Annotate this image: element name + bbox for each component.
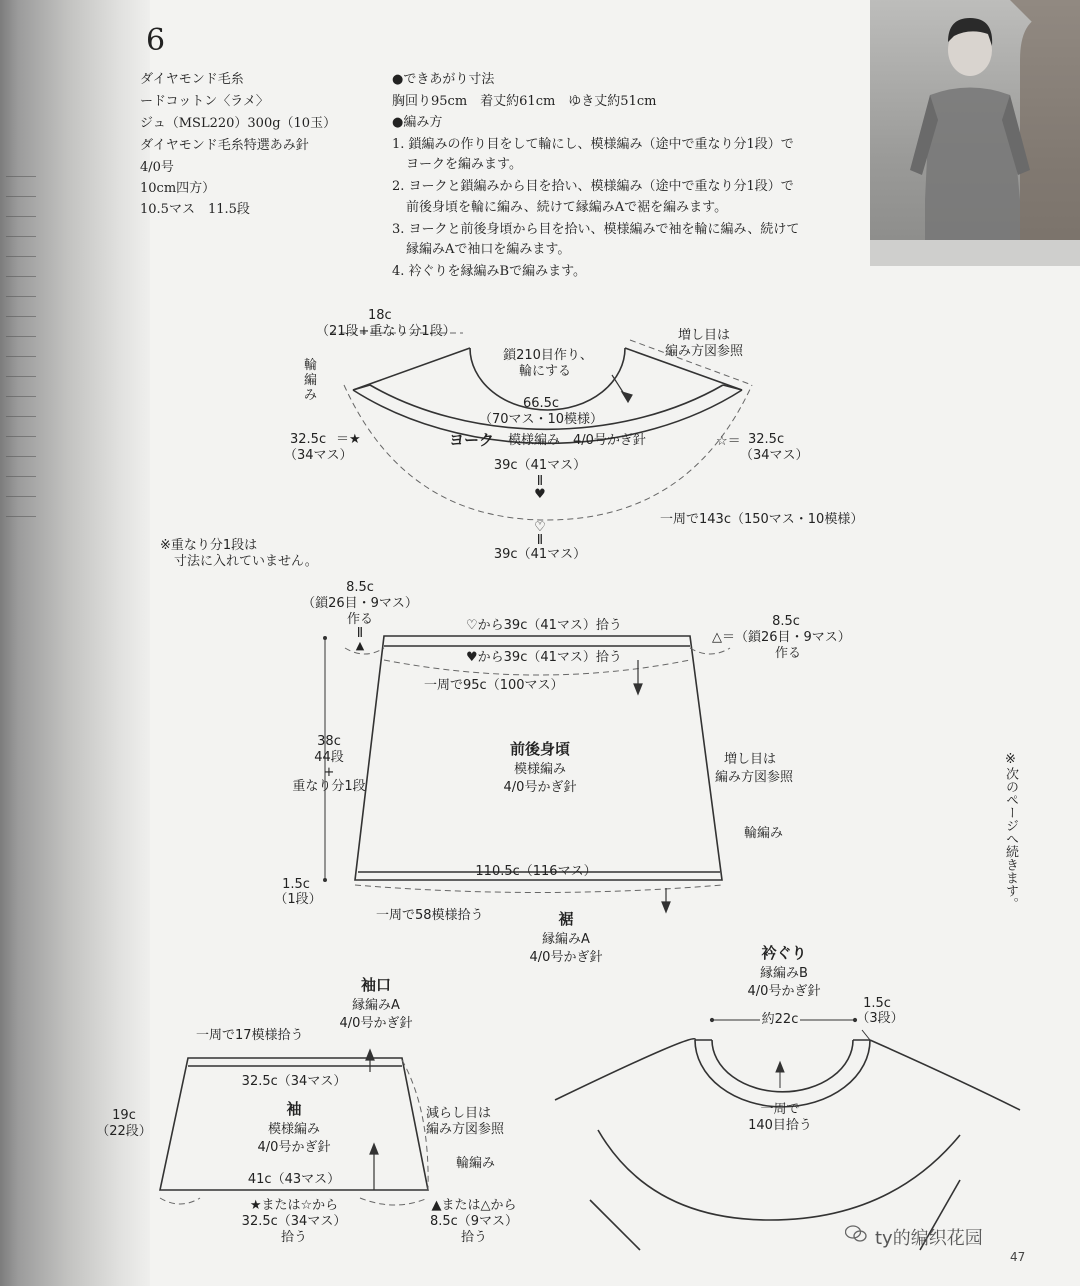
sleeve-decrease-note: 編み方図参照 [426,1122,505,1137]
body-left-make: 作る [346,612,374,627]
body-rows: 44段 [314,750,344,765]
yoke-around-count: 一周で143c（150マス・10模様） [660,512,864,527]
finished-size-values: 胸回り95cm 着丈約61cm ゆき丈約51cm [392,94,657,109]
neck-pick-count: 一周で [760,1102,800,1117]
hem-pattern: 縁編みA [542,932,590,947]
body-right-chain: △＝（鎖26目・9マス） [712,630,851,645]
heart-black-mark: ♥ [534,487,546,502]
neck-band-height: 1.5c [863,996,891,1011]
pattern-number: 6 [146,23,166,58]
method-step: 前後身頃を輪に編み、続けて縁編みAで裾を編みます。 [406,200,728,215]
yoke-right-count: （34マス） [740,448,809,463]
yoke-right-mark: ☆＝ [716,434,741,449]
body-plus: + [323,765,335,780]
neck-pick-count: 140目拾う [748,1118,812,1133]
sleeve-ring-label: 輪編み [456,1156,496,1171]
overlap-note: ※重なり分1段は [160,538,258,553]
sleeve-title: 袖 [286,1100,302,1118]
body-left-extension: 8.5c [346,580,374,595]
triangle-black-mark: ▲ [355,639,365,652]
body-increase-note: 編み方図参照 [715,770,794,785]
sleeve-pick-right-width: 8.5c（9マス） [429,1214,519,1229]
sleeve-pick-left: ★または☆から [249,1198,339,1213]
sleeve-pick-right: ▲または△から [431,1198,517,1213]
sleeve-hook: 4/0号かぎ針 [257,1140,331,1155]
material-hook-maker: ダイヤモンド毛糸特選あみ針 [140,138,309,153]
material-yarn-amount: ジュ（MSL220）300g（10玉） [140,116,337,131]
cuff-title: 袖口 [360,976,392,994]
hem-pick-count: 一周で58模様拾う [376,908,484,923]
yoke-chain-note: 鎖210目作り、 [503,348,593,363]
yoke-left-width: 32.5c [290,432,327,447]
body-around-count: 一周で95c（100マス） [424,678,564,693]
method-step: ヨークを編みます。 [406,157,522,172]
hem-height: 1.5c [282,877,310,892]
page-number: 47 [1010,1250,1026,1264]
body-height: 38c [317,734,341,749]
yoke-lower-width: 39c（41マス） [493,458,587,473]
body-overlap-row: 重なり分1段 [292,779,366,794]
material-hook-size: 4/0号 [140,160,174,175]
equals-mark: Ⅱ [536,533,544,548]
cuff-pick-count: 一周で17模様拾う [196,1028,304,1043]
body-increase-note: 増し目は [724,752,777,767]
body-right-make: 作る [774,646,802,661]
sleeve-pick-left-note: 拾う [280,1230,308,1245]
watermark-text: ty的编织花园 [875,1228,983,1249]
yoke-ring-label: 編 [304,373,318,388]
sleeve-rows: （22段） [96,1124,152,1139]
yoke-left-count: （34マス） [284,448,353,463]
finished-size-heading: ●できあがり寸法 [392,72,495,87]
body-bottom-width: 110.5c（116マス） [475,864,597,879]
material-gauge: 10.5マス 11.5段 [140,202,250,217]
body-right-extension: 8.5c [772,614,800,629]
yoke-bottom-width: 39c（41マス） [493,547,587,562]
method-step: 4. 衿ぐりを縁編みBで編みます。 [392,264,587,279]
yoke-chain-note: 輪にする [518,364,572,379]
sleeve-bottom-width: 41c（43マス） [247,1172,341,1187]
cuff-pattern: 縁編みA [352,998,400,1013]
body-hook: 4/0号かぎ針 [503,780,577,795]
material-yarn-name: ードコットン〈ラメ〉 [140,94,269,109]
yoke-title: ヨーク [449,431,495,449]
neck-width: 約22c [761,1012,799,1027]
yoke-pattern: 模様編み 4/0号かぎ針 [508,433,646,448]
yoke-inner-width: 66.5c [522,396,560,411]
sleeve-pattern: 模様編み [267,1122,321,1137]
sleeve-pick-right-note: 拾う [460,1230,488,1245]
overlap-note: 寸法に入れていません。 [174,554,318,569]
sleeve-top-width: 32.5c（34マス） [241,1074,347,1089]
neck-pattern: 縁編みB [760,966,808,981]
chat-bubble-icon [845,1225,867,1243]
body-pick-white-heart: ♡から39c（41マス）拾う [466,618,622,633]
hem-rows: （1段） [274,892,322,907]
yoke-inner-width-count: （70マス・10模様） [478,412,604,427]
body-left-chain: （鎖26目・9マス） [302,596,418,611]
material-yarn-maker: ダイヤモンド毛糸 [140,72,244,87]
method-step: 3. ヨークと前後身頃から目を拾い、模様編みで袖を輪に編み、続けて [392,222,800,237]
method-heading: ●編み方 [392,115,443,130]
body-pattern: 模様編み [513,762,567,777]
neck-outline [555,1039,695,1100]
yoke-top-width-rows: （21段+重なり分1段） [316,324,456,339]
hem-title: 裾 [558,910,574,928]
continued-note: ※次のページへ続きます。 [1003,752,1018,910]
sleeve-pick-left-width: 32.5c（34マス） [241,1214,347,1229]
method-step: 2. ヨークと鎖編みから目を拾い、模様編み（途中で重なり分1段）で [392,179,794,194]
yoke-increase-note: 増し目は [678,328,731,343]
sleeve-decrease-note: 減らし目は [426,1106,492,1121]
yoke-left-mark: ＝★ [336,432,361,447]
method-step: 1. 鎖編みの作り目をして輪にし、模様編み（途中で重なり分1段）で [392,137,794,152]
method-step: 縁編みAで袖口を編みます。 [406,242,571,257]
body-ring-label: 輪編み [744,826,784,841]
equals-mark: Ⅱ [536,474,544,489]
yoke-ring-label: 輪 [304,358,318,373]
yoke-top-width: 18c [368,308,392,323]
body-title: 前後身頃 [509,740,571,758]
yoke-increase-note: 編み方図参照 [665,344,744,359]
neck-band-rows: （3段） [856,1011,904,1026]
body-outline [355,636,722,880]
neck-hook: 4/0号かぎ針 [747,984,821,999]
sleeve-height: 19c [112,1108,136,1123]
equals-mark: Ⅱ [356,626,364,641]
material-gauge-area: 10cm四方） [140,181,216,196]
heart-white-mark: ♡ [534,520,546,535]
hem-hook: 4/0号かぎ針 [529,950,603,965]
yoke-right-width: 32.5c [748,432,785,447]
body-pick-black-heart: ♥から39c（41マス）拾う [466,650,622,665]
yoke-ring-label: み [304,388,318,403]
cuff-hook: 4/0号かぎ針 [339,1016,413,1031]
neck-title: 衿ぐり [761,944,807,962]
